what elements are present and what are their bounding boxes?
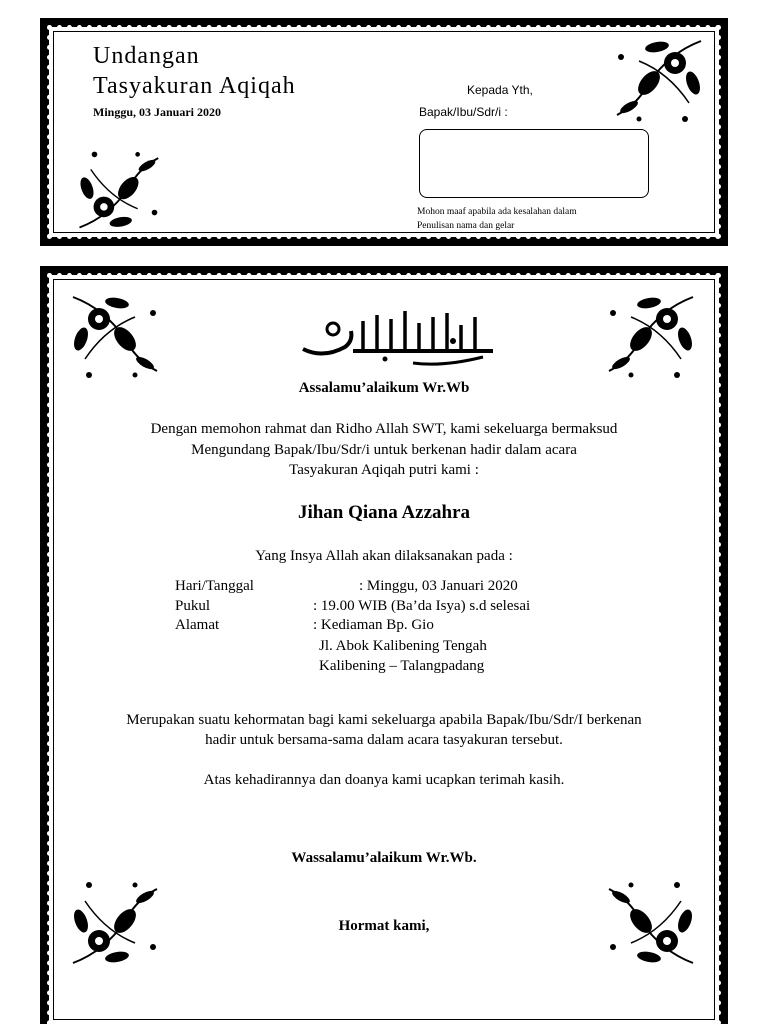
closing-line1: Merupakan suatu kehormatan bagi kami sekeluarga apabila Bapak/Ibu/Sdr/I berkenan	[126, 712, 642, 728]
address-value2: Jl. Abok Kalibening Tengah	[319, 638, 487, 654]
thanks-text: Atas kehadirannya dan doanya kami ucapkan terimah kasih.	[203, 772, 565, 788]
time-label: Pukul	[175, 598, 211, 614]
schedule-intro: Yang Insya Allah akan dilaksanakan pada :	[255, 548, 513, 564]
recipient-name-box[interactable]	[419, 129, 649, 198]
invitation-letter	[40, 266, 728, 1024]
intro-line3: Tasyakuran Aqiqah putri kami :	[289, 462, 479, 478]
recipient-label: Bapak/Ibu/Sdr/i :	[419, 105, 508, 119]
envelope-title-line2: Tasyakuran Aqiqah	[93, 73, 296, 99]
closing-line2: hadir untuk bersama-sama dalam acara tasyakuran tersebut.	[205, 732, 563, 748]
floral-ornament-icon	[605, 289, 701, 385]
envelope-date: Minggu, 03 Januari 2020	[93, 105, 222, 119]
day-value: : Minggu, 03 Januari 2020	[359, 578, 518, 594]
floral-ornament-icon	[69, 145, 165, 235]
bismillah-calligraphy-icon	[293, 301, 503, 367]
note-line1: Mohon maaf apabila ada kesalahan dalam	[417, 207, 577, 217]
intro-line2: Mengundang Bapak/Ibu/Sdr/i untuk berkenan hadir dalam acara	[191, 442, 577, 458]
farewell: Wassalamu’alaikum Wr.Wb.	[291, 850, 477, 866]
signoff: Hormat kami,	[338, 918, 430, 934]
time-value: : 19.00 WIB (Ba’da Isya) s.d selesai	[313, 598, 531, 614]
apology-note	[417, 205, 577, 233]
floral-ornament-icon	[65, 289, 161, 385]
floral-ornament-icon	[613, 33, 709, 129]
child-name: Jihan Qiana Azzahra	[297, 502, 471, 523]
day-label: Hari/Tanggal	[175, 578, 254, 594]
address-label: Alamat	[175, 617, 220, 633]
greeting: Assalamu’alaikum Wr.Wb	[298, 380, 470, 396]
envelope-card	[40, 18, 728, 246]
intro-line1: Dengan memohon rahmat dan Ridho Allah SWT, kami sekeluarga bermaksud	[150, 421, 618, 437]
envelope-title-line1: Undangan	[93, 43, 200, 69]
note-line2: Penulisan nama dan gelar	[417, 221, 515, 231]
kepada-label: Kepada Yth,	[467, 83, 533, 97]
address-value1: : Kediaman Bp. Gio	[313, 617, 434, 633]
address-value3: Kalibening – Talangpadang	[319, 658, 485, 674]
